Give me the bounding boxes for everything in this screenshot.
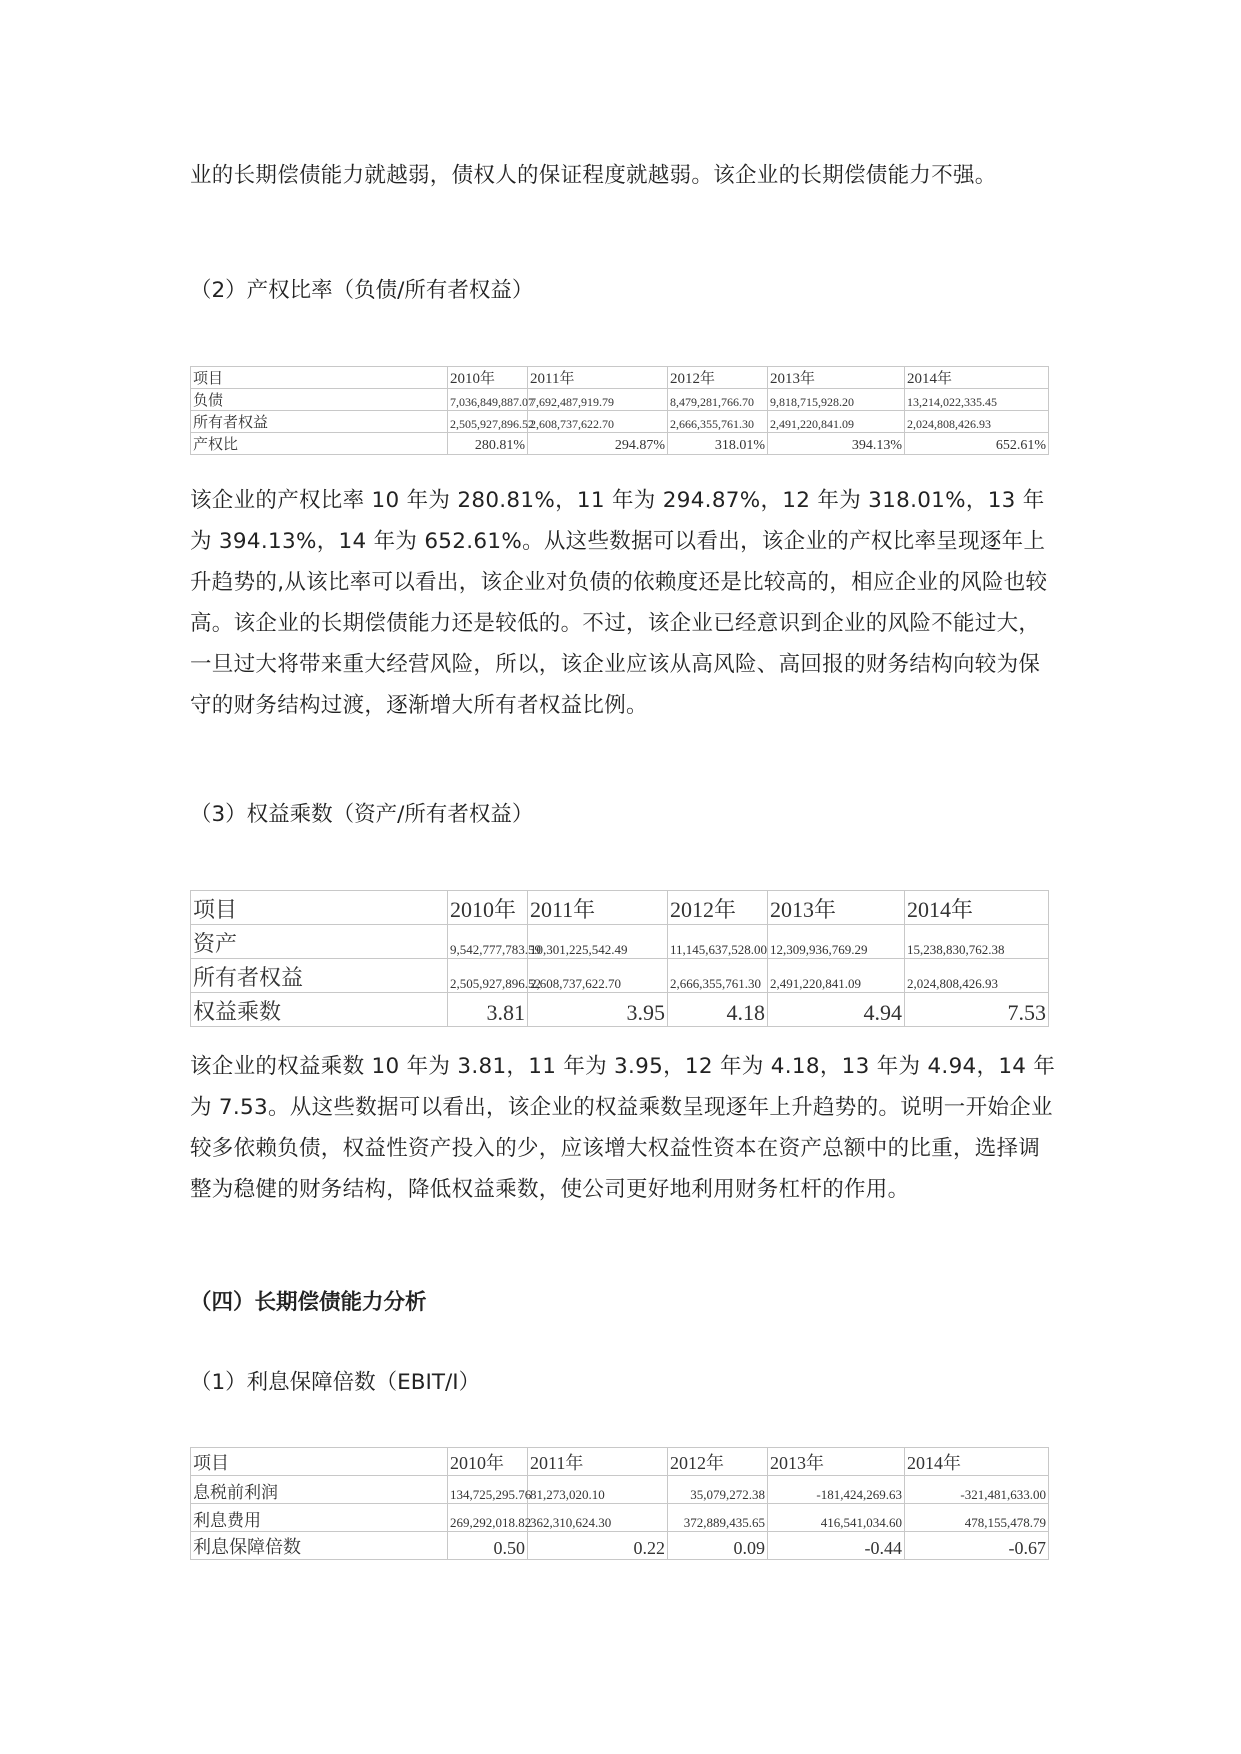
table-header-cell: 2013年 — [768, 367, 905, 389]
table-header-cell: 项目 — [191, 891, 448, 925]
table-header-cell: 2014年 — [905, 891, 1049, 925]
table-row — [191, 925, 1049, 959]
table-cell: 269,292,018.82 — [448, 1504, 528, 1532]
table-cell: 2,608,737,622.70 — [528, 959, 668, 993]
table-cell: 2,024,808,426.93 — [905, 411, 1049, 433]
table-row — [191, 1504, 1049, 1532]
table-header-row — [191, 1448, 1049, 1476]
table-header-cell: 2012年 — [668, 1448, 768, 1476]
table-header-cell: 2012年 — [668, 367, 768, 389]
table-header-row — [191, 891, 1049, 925]
equity-multiplier-analysis: 该企业的权益乘数 10 年为 3.81，11 年为 3.95，12 年为 4.18，13 年为 4.94，14 年为 7.53。从这些数据可以看出，该企业的权益乘数呈现逐年上升趋势的。说明一开始企业较多依赖负债，权益性资产投入的少，应该增大权益性资本在资产总额中的比重，选择调整为稳健的财务结构，降低权益乘数，使公司更好地利用财务杠杆的作用。 — [190, 1054, 1056, 1202]
table-cell: 478,155,478.79 — [905, 1504, 1049, 1532]
table-cell: -0.67 — [905, 1532, 1049, 1560]
table-cell: -0.44 — [768, 1532, 905, 1560]
table-row — [191, 389, 1049, 411]
table-header-cell: 2011年 — [528, 1448, 668, 1476]
table-cell: 7.53 — [905, 993, 1049, 1027]
table-cell: 负债 — [191, 389, 448, 411]
table-cell: 372,889,435.65 — [668, 1504, 768, 1532]
table-cell: 81,273,020.10 — [528, 1476, 668, 1504]
table-header-cell: 2011年 — [528, 891, 668, 925]
table-cell: 362,310,624.30 — [528, 1504, 668, 1532]
table-header-cell: 2013年 — [768, 891, 905, 925]
table-cell: 7,036,849,887.07 — [448, 389, 528, 411]
table-cell: 资产 — [191, 925, 448, 959]
table-cell: 所有者权益 — [191, 411, 448, 433]
table-cell: 11,145,637,528.00 — [668, 925, 768, 959]
table-header-cell: 项目 — [191, 1448, 448, 1476]
table-cell: 产权比 — [191, 433, 448, 455]
table-cell: 息税前利润 — [191, 1476, 448, 1504]
table-cell: 8,479,281,766.70 — [668, 389, 768, 411]
table-cell: 10,301,225,542.49 — [528, 925, 668, 959]
table-cell: 2,491,220,841.09 — [768, 959, 905, 993]
table-header-cell: 2013年 — [768, 1448, 905, 1476]
equity-ratio-heading: （2）产权比率（负债/所有者权益） — [190, 278, 534, 303]
table-cell: 4.94 — [768, 993, 905, 1027]
table-header-row — [191, 367, 1049, 389]
table-cell: 3.95 — [528, 993, 668, 1027]
table-cell: 2,666,355,761.30 — [668, 959, 768, 993]
interest-coverage-heading: （1）利息保障倍数（EBIT/I） — [190, 1370, 481, 1395]
table-cell: 0.50 — [448, 1532, 528, 1560]
table-row — [191, 1532, 1049, 1560]
table-cell: 2,505,927,896.52 — [448, 411, 528, 433]
table-cell: 3.81 — [448, 993, 528, 1027]
table-cell: 318.01% — [668, 433, 768, 455]
table-cell: -181,424,269.63 — [768, 1476, 905, 1504]
table-row — [191, 411, 1049, 433]
table-cell: 利息费用 — [191, 1504, 448, 1532]
intro-paragraph: 业的长期偿债能力就越弱，债权人的保证程度就越弱。该企业的长期偿债能力不强。 — [190, 163, 997, 188]
table-cell: 2,505,927,896.52 — [448, 959, 528, 993]
equity-multiplier-table — [190, 890, 1049, 1027]
table-cell: -321,481,633.00 — [905, 1476, 1049, 1504]
table-header-cell: 2010年 — [448, 367, 528, 389]
table-header-cell: 2010年 — [448, 1448, 528, 1476]
table-header-cell: 2011年 — [528, 367, 668, 389]
table-header-cell: 2012年 — [668, 891, 768, 925]
table-cell: 0.09 — [668, 1532, 768, 1560]
table-cell: 权益乘数 — [191, 993, 448, 1027]
table-cell: 2,024,808,426.93 — [905, 959, 1049, 993]
table-cell: 13,214,022,335.45 — [905, 389, 1049, 411]
table-cell: 15,238,830,762.38 — [905, 925, 1049, 959]
table-header-cell: 2010年 — [448, 891, 528, 925]
table-cell: 394.13% — [768, 433, 905, 455]
equity-multiplier-heading: （3）权益乘数（资产/所有者权益） — [190, 802, 534, 827]
table-cell: 所有者权益 — [191, 959, 448, 993]
table-row — [191, 1476, 1049, 1504]
section-four-heading: （四）长期偿债能力分析 — [190, 1290, 427, 1315]
table-header-cell: 2014年 — [905, 367, 1049, 389]
table-cell: 2,666,355,761.30 — [668, 411, 768, 433]
table-row — [191, 433, 1049, 455]
table-cell: 9,542,777,783.59 — [448, 925, 528, 959]
table-header-cell: 2014年 — [905, 1448, 1049, 1476]
table-cell: 2,608,737,622.70 — [528, 411, 668, 433]
interest-coverage-table — [190, 1447, 1049, 1560]
table-cell: 134,725,295.76 — [448, 1476, 528, 1504]
table-cell: 2,491,220,841.09 — [768, 411, 905, 433]
table-cell: 7,692,487,919.79 — [528, 389, 668, 411]
table-cell: 35,079,272.38 — [668, 1476, 768, 1504]
table-cell: 9,818,715,928.20 — [768, 389, 905, 411]
equity-ratio-table — [190, 366, 1049, 455]
equity-ratio-analysis: 该企业的产权比率 10 年为 280.81%，11 年为 294.87%，12 年为 318.01%，13 年为 394.13%，14 年为 652.61%。从这些数据可以看出，该企业的产权比率呈现逐年上升趋势的,从该比率可以看出，该企业对负债的依赖度还是比较高的，相应企业的风险也较高。该企业的长期偿债能力还是较低的。不过，该企业已经意识到企业的风险不能过大，一旦过大将带来重大经营风险，所以，该企业应该从高风险、高回报的财务结构向较为保守的财务结构过渡，逐渐增大所有者权益比例。 — [190, 488, 1048, 718]
table-cell: 280.81% — [448, 433, 528, 455]
table-row — [191, 959, 1049, 993]
table-cell: 416,541,034.60 — [768, 1504, 905, 1532]
table-row — [191, 993, 1049, 1027]
table-cell: 294.87% — [528, 433, 668, 455]
table-cell: 利息保障倍数 — [191, 1532, 448, 1560]
table-cell: 652.61% — [905, 433, 1049, 455]
table-cell: 4.18 — [668, 993, 768, 1027]
table-header-cell: 项目 — [191, 367, 448, 389]
table-cell: 0.22 — [528, 1532, 668, 1560]
table-cell: 12,309,936,769.29 — [768, 925, 905, 959]
